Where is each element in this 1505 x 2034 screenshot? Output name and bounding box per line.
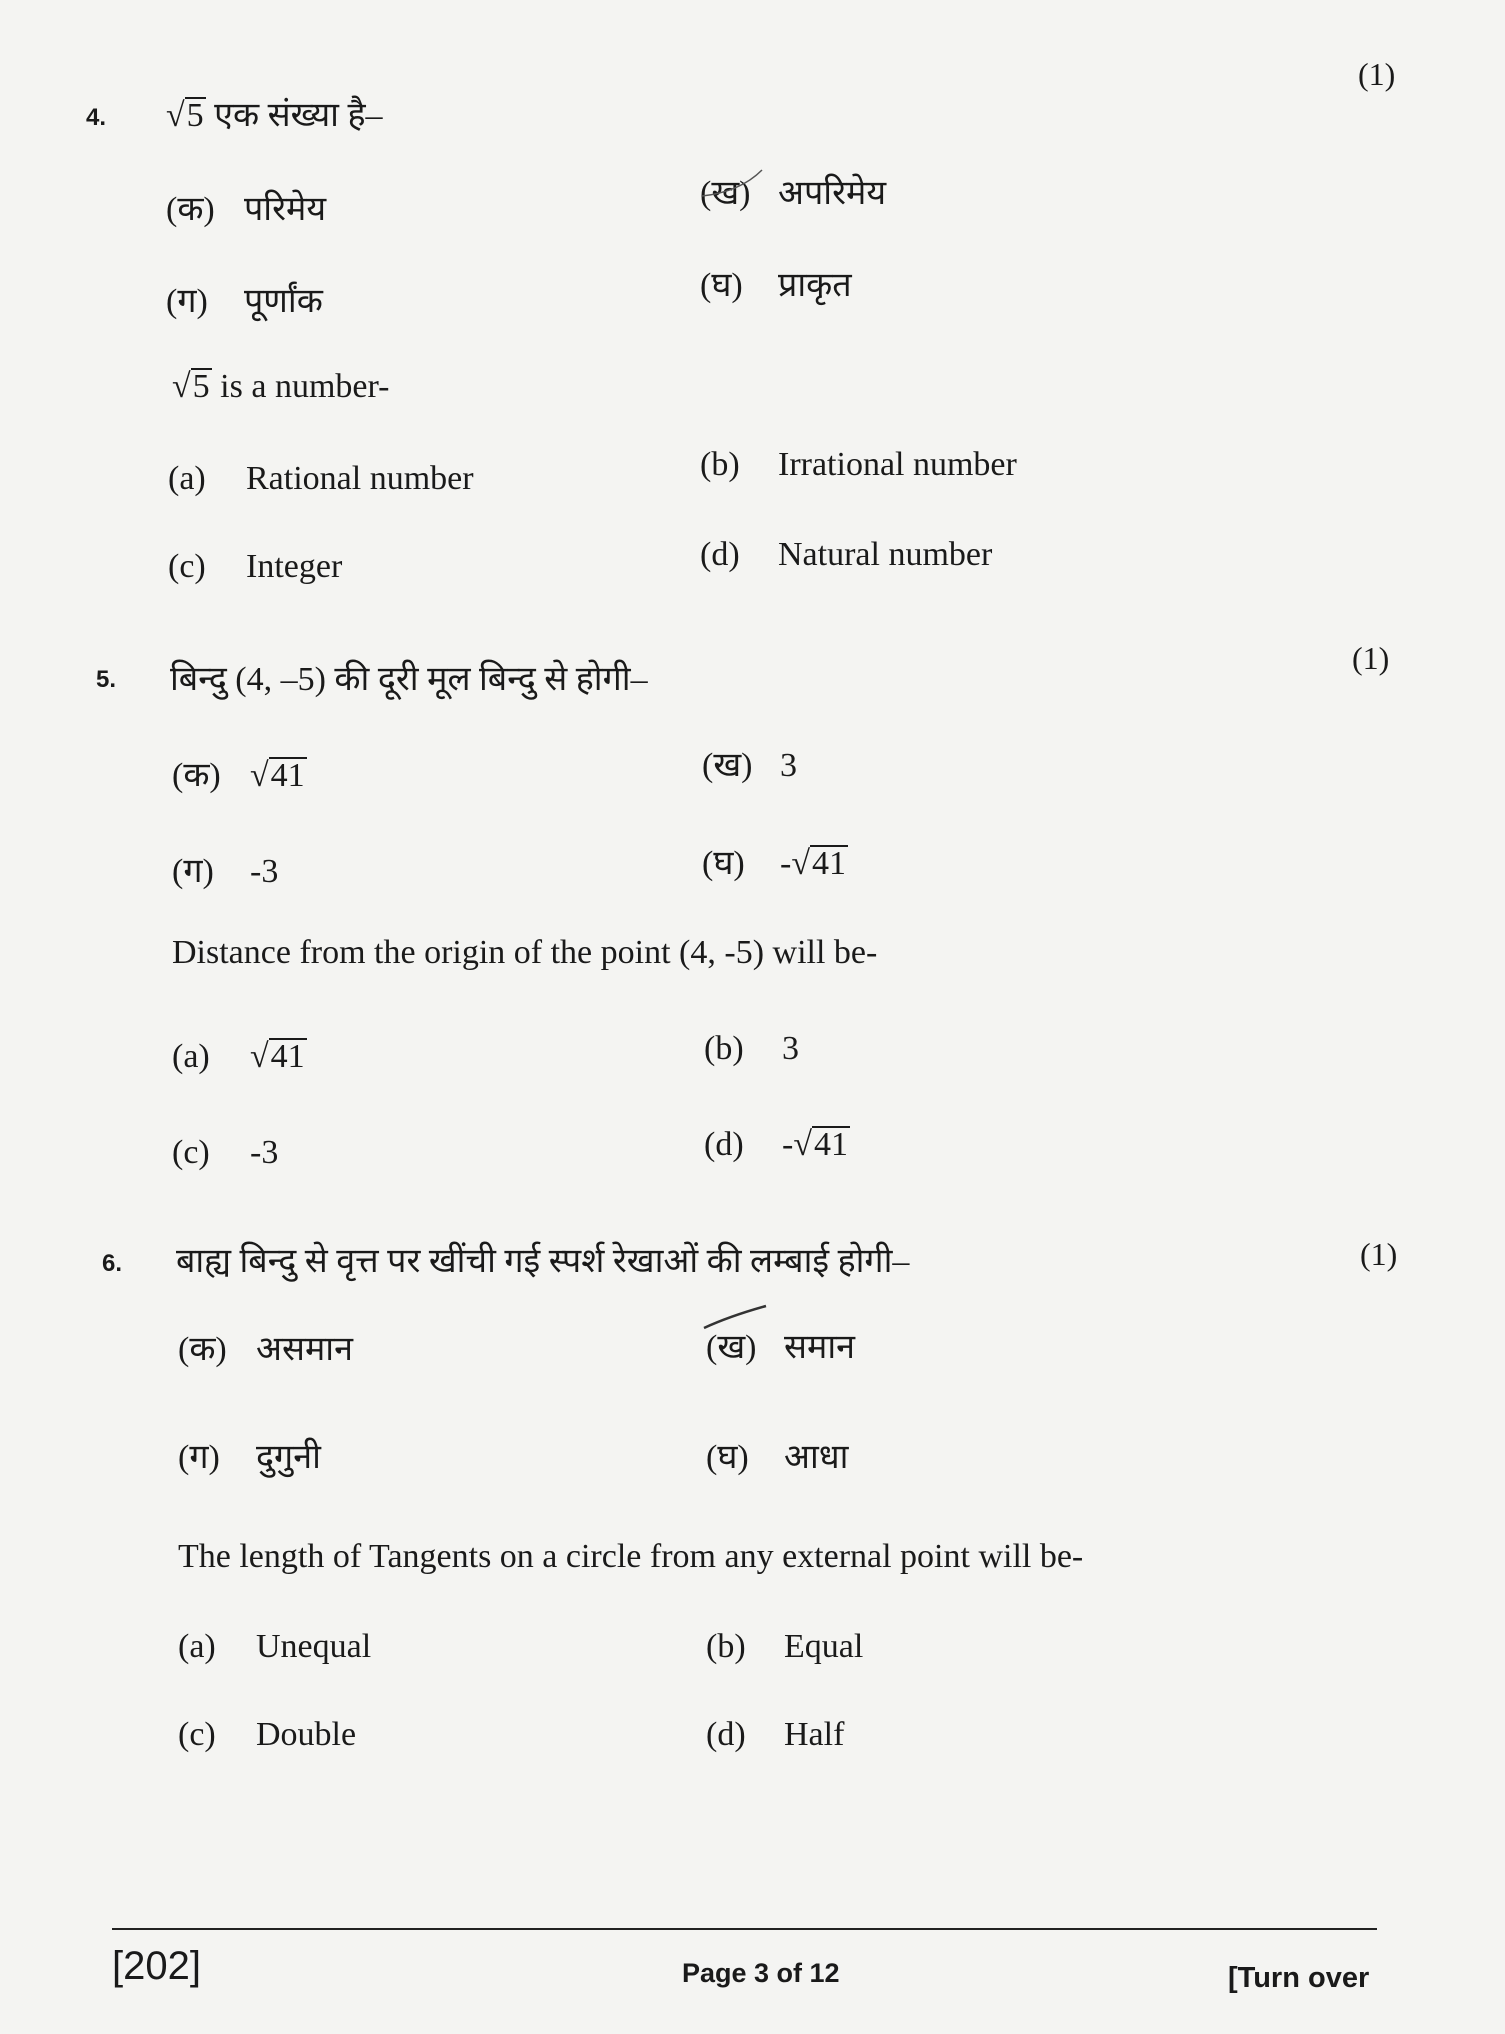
q5-hindi-option-c: (ग) -3 bbox=[172, 853, 279, 890]
q6-hindi-option-a: (क) असमान bbox=[178, 1331, 353, 1368]
q4-english-option-b: (b) Irrational number bbox=[700, 446, 1017, 483]
q5-hindi-option-a: (क) √ 41 bbox=[172, 757, 305, 794]
question-4-number: 4. bbox=[86, 104, 107, 131]
q4-hindi-option-c: (ग) पूर्णांक bbox=[166, 283, 323, 320]
q6-english-option-b: (b) Equal bbox=[706, 1628, 864, 1665]
question-5-marks: (1) bbox=[1352, 640, 1390, 676]
question-5-hindi-stem: बिन्दु (4, –5) की दूरी मूल बिन्दु से होगी– bbox=[170, 661, 648, 698]
q6-english-option-a: (a) Unequal bbox=[178, 1628, 372, 1665]
q5-english-option-b: (b) 3 bbox=[704, 1030, 799, 1067]
question-6-marks: (1) bbox=[1360, 1236, 1398, 1272]
q4-english-option-c: (c) Integer bbox=[168, 548, 343, 585]
q5-english-option-c: (c) -3 bbox=[172, 1134, 279, 1171]
sqrt-symbol: √ 5 bbox=[166, 97, 204, 134]
sqrt-symbol: √ 5 bbox=[172, 368, 210, 405]
q5-english-option-d: (d) - √ 41 bbox=[704, 1126, 848, 1163]
question-6-english-stem: The length of Tangents on a circle from any external point will be- bbox=[178, 1538, 1084, 1575]
q4-hindi-option-d: (घ) प्राकृत bbox=[700, 267, 852, 304]
q6-english-option-d: (d) Half bbox=[706, 1716, 845, 1753]
question-6-number: 6. bbox=[102, 1250, 123, 1277]
q5-english-option-a: (a) √ 41 bbox=[172, 1038, 305, 1075]
pencil-tick-icon bbox=[700, 1302, 770, 1332]
question-4-marks: (1) bbox=[1358, 56, 1396, 92]
question-5-english-stem: Distance from the origin of the point (4, -5) will be- bbox=[172, 934, 878, 971]
page-number: Page 3 of 12 bbox=[682, 1958, 840, 1988]
q6-hindi-option-c: (ग) दुगुनी bbox=[178, 1439, 321, 1476]
q5-hindi-option-b: (ख) 3 bbox=[702, 747, 797, 784]
question-6-hindi-stem: बाह्य बिन्दु से वृत्त पर खींची गई स्पर्श रेखाओं की लम्बाई होगी– bbox=[176, 1243, 910, 1280]
q6-english-option-c: (c) Double bbox=[178, 1716, 357, 1753]
q4-english-option-d: (d) Natural number bbox=[700, 536, 993, 573]
footer-rule bbox=[112, 1928, 1377, 1930]
pencil-tick-icon bbox=[700, 168, 770, 198]
q4-english-option-a: (a) Rational number bbox=[168, 460, 474, 497]
q6-hindi-option-d: (घ) आधा bbox=[706, 1439, 849, 1476]
q6-hindi-option-b: (ख) समान bbox=[706, 1329, 855, 1366]
q5-hindi-option-d: (घ) - √ 41 bbox=[702, 845, 846, 882]
turn-over-label: [Turn over bbox=[1228, 1962, 1370, 1994]
question-4-english-stem: √ 5 is a number- bbox=[172, 368, 390, 405]
paper-code: [202] bbox=[112, 1944, 201, 1988]
q4-hindi-option-a: (क) परिमेय bbox=[166, 191, 327, 228]
question-4-hindi-stem: √ 5 एक संख्या है– bbox=[166, 97, 383, 134]
question-5-number: 5. bbox=[96, 666, 117, 693]
q4-hindi-option-b: (ख) अपरिमेय bbox=[700, 175, 887, 212]
